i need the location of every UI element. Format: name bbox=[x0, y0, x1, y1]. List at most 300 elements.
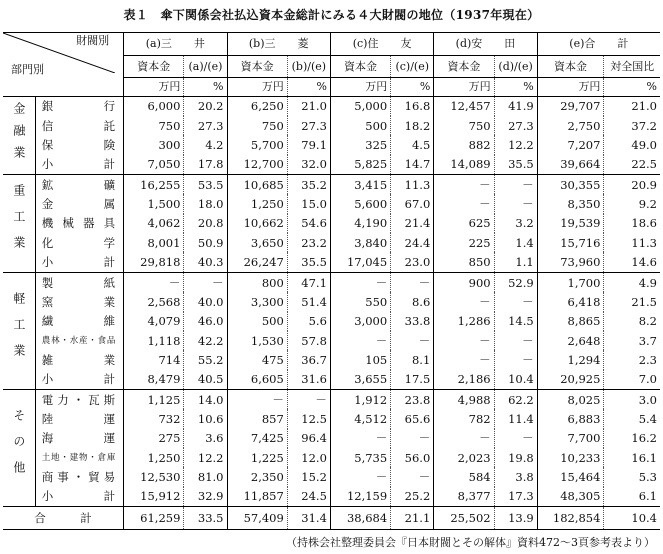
value-cell: － bbox=[330, 272, 390, 292]
value-cell: 30,355 bbox=[537, 175, 604, 195]
value-cell: 4,079 bbox=[124, 312, 184, 331]
value-cell: 7,425 bbox=[227, 429, 287, 448]
value-cell: 23.0 bbox=[391, 252, 434, 272]
value-cell: 11,857 bbox=[227, 487, 287, 507]
value-cell: 1,125 bbox=[124, 389, 184, 409]
unit-label: 万円 bbox=[330, 78, 390, 96]
value-cell: 5,825 bbox=[330, 155, 390, 175]
value-cell: 2,568 bbox=[124, 292, 184, 311]
value-cell: 57.8 bbox=[287, 331, 330, 350]
value-cell: 20.2 bbox=[184, 96, 227, 116]
value-cell: － bbox=[330, 331, 390, 350]
value-cell: 3.0 bbox=[604, 389, 660, 409]
table-row bbox=[3, 96, 660, 116]
value-cell: － bbox=[434, 292, 494, 311]
value-cell: － bbox=[227, 389, 287, 409]
row-label: 機械器具 bbox=[41, 216, 116, 231]
value-cell: 1,294 bbox=[537, 350, 604, 369]
table-row bbox=[3, 448, 660, 467]
value-cell: 3,655 bbox=[330, 370, 390, 390]
sub-header: (d)/(e) bbox=[494, 55, 537, 78]
value-cell: 10,233 bbox=[537, 448, 604, 467]
unit-label: 万円 bbox=[537, 78, 604, 96]
group-header: (b)三 菱 bbox=[227, 33, 330, 56]
row-label: 信託 bbox=[41, 118, 116, 133]
value-cell: － bbox=[494, 350, 537, 369]
unit-label: 万円 bbox=[227, 78, 287, 96]
value-cell: 48,305 bbox=[537, 487, 604, 507]
total-value: 25,502 bbox=[434, 507, 494, 530]
row-label: 銀行 bbox=[35, 96, 123, 116]
value-cell: 5,700 bbox=[227, 135, 287, 154]
value-cell: － bbox=[391, 331, 434, 350]
value-cell: 1,225 bbox=[227, 448, 287, 467]
value-cell: － bbox=[391, 272, 434, 292]
value-cell: 8.1 bbox=[391, 350, 434, 369]
value-cell: 3,650 bbox=[227, 233, 287, 252]
value-cell: 51.4 bbox=[287, 292, 330, 311]
unit-label: % bbox=[604, 78, 660, 96]
table-row bbox=[3, 389, 660, 409]
value-cell: 17,045 bbox=[330, 252, 390, 272]
value-cell: 29,818 bbox=[124, 252, 184, 272]
value-cell: 7,700 bbox=[537, 429, 604, 448]
value-cell: 750 bbox=[434, 116, 494, 135]
value-cell: 8,479 bbox=[124, 370, 184, 390]
value-cell: 850 bbox=[434, 252, 494, 272]
value-cell: 2,350 bbox=[227, 467, 287, 486]
value-cell: 4.5 bbox=[391, 135, 434, 154]
value-cell: 14.0 bbox=[184, 389, 227, 409]
value-cell: 14.7 bbox=[391, 155, 434, 175]
row-label: 小計 bbox=[41, 372, 116, 387]
value-cell: 584 bbox=[434, 467, 494, 486]
group-header: (a)三 井 bbox=[124, 33, 227, 56]
table-row bbox=[3, 331, 660, 350]
value-cell: 47.1 bbox=[287, 272, 330, 292]
value-cell: 67.0 bbox=[391, 194, 434, 213]
value-cell: 11.3 bbox=[391, 175, 434, 195]
value-cell: 225 bbox=[434, 233, 494, 252]
value-cell: 5,600 bbox=[330, 194, 390, 213]
row-label: 小計 bbox=[41, 255, 116, 270]
value-cell: 24.5 bbox=[287, 487, 330, 507]
value-cell: － bbox=[287, 389, 330, 409]
value-cell: 26,247 bbox=[227, 252, 287, 272]
value-cell: 39,664 bbox=[537, 155, 604, 175]
header-row-groups bbox=[3, 33, 660, 56]
value-cell: 40.0 bbox=[184, 292, 227, 311]
value-cell: 6,605 bbox=[227, 370, 287, 390]
value-cell: 12.0 bbox=[287, 448, 330, 467]
value-cell: 56.0 bbox=[391, 448, 434, 467]
value-cell: 6,883 bbox=[537, 409, 604, 428]
value-cell: 35.5 bbox=[494, 155, 537, 175]
value-cell: 550 bbox=[330, 292, 390, 311]
value-cell: 900 bbox=[434, 272, 494, 292]
value-cell: 52.9 bbox=[494, 272, 537, 292]
group-header: (c)住 友 bbox=[330, 33, 433, 56]
total-value: 13.9 bbox=[494, 507, 537, 530]
value-cell: 22.5 bbox=[604, 155, 660, 175]
value-cell: 25.2 bbox=[391, 487, 434, 507]
value-cell: 37.2 bbox=[604, 116, 660, 135]
value-cell: 35.2 bbox=[287, 175, 330, 195]
value-cell: － bbox=[434, 331, 494, 350]
total-value: 38,684 bbox=[330, 507, 390, 530]
row-label: 金属 bbox=[41, 197, 116, 212]
value-cell: 17.3 bbox=[494, 487, 537, 507]
row-label: 鉱礦 bbox=[35, 175, 123, 195]
row-label: 小計 bbox=[41, 157, 116, 172]
total-value: 33.5 bbox=[184, 507, 227, 530]
table-row bbox=[3, 175, 660, 195]
table-row bbox=[3, 155, 660, 175]
table-row bbox=[3, 292, 660, 311]
value-cell: 2,023 bbox=[434, 448, 494, 467]
table-row bbox=[3, 487, 660, 507]
value-cell: 31.6 bbox=[287, 370, 330, 390]
value-cell: 11.4 bbox=[494, 409, 537, 428]
section-label-text: 金融業 bbox=[11, 102, 26, 169]
table-row bbox=[3, 135, 660, 154]
value-cell: 36.7 bbox=[287, 350, 330, 369]
value-cell: 16.2 bbox=[604, 429, 660, 448]
row-label: 化学 bbox=[41, 235, 116, 250]
value-cell: 3,415 bbox=[330, 175, 390, 195]
row-label: 農林・水産・食品 bbox=[41, 335, 116, 346]
total-value: 57,409 bbox=[227, 507, 287, 530]
value-cell: 6,250 bbox=[227, 96, 287, 116]
value-cell: 10.4 bbox=[494, 370, 537, 390]
value-cell: 8.6 bbox=[391, 292, 434, 311]
header-corner bbox=[3, 33, 124, 78]
value-cell: 1,530 bbox=[227, 331, 287, 350]
value-cell: 14.6 bbox=[604, 252, 660, 272]
sub-header: 資本金 bbox=[330, 55, 390, 78]
row-label: 繊維 bbox=[41, 314, 116, 329]
value-cell: 7.0 bbox=[604, 370, 660, 390]
value-cell: 7,050 bbox=[124, 155, 184, 175]
total-label: 合 計 bbox=[3, 507, 124, 530]
value-cell: 55.2 bbox=[184, 350, 227, 369]
value-cell: 8.2 bbox=[604, 312, 660, 331]
value-cell: 9.2 bbox=[604, 194, 660, 213]
total-value: 61,259 bbox=[124, 507, 184, 530]
value-cell: 20.8 bbox=[184, 214, 227, 233]
section-label bbox=[3, 175, 35, 273]
value-cell: 5.4 bbox=[604, 409, 660, 428]
table-row bbox=[3, 350, 660, 369]
value-cell: 40.3 bbox=[184, 252, 227, 272]
value-cell: 14,089 bbox=[434, 155, 494, 175]
value-cell: 275 bbox=[124, 429, 184, 448]
row-label: 雑業 bbox=[41, 352, 116, 367]
value-cell: 3,300 bbox=[227, 292, 287, 311]
value-cell: 2,750 bbox=[537, 116, 604, 135]
sub-header: (c)/(e) bbox=[391, 55, 434, 78]
value-cell: 325 bbox=[330, 135, 390, 154]
value-cell: 4.9 bbox=[604, 272, 660, 292]
value-cell: 62.2 bbox=[494, 389, 537, 409]
sub-header: (b)/(e) bbox=[287, 55, 330, 78]
value-cell: － bbox=[330, 467, 390, 486]
value-cell: 54.6 bbox=[287, 214, 330, 233]
total-value: 21.1 bbox=[391, 507, 434, 530]
value-cell: 475 bbox=[227, 350, 287, 369]
value-cell: 8,865 bbox=[537, 312, 604, 331]
value-cell: － bbox=[434, 429, 494, 448]
unit-label: % bbox=[287, 78, 330, 96]
corner-bottom-label: 部門別 bbox=[11, 62, 44, 76]
total-row bbox=[3, 507, 660, 530]
value-cell: 500 bbox=[227, 312, 287, 331]
value-cell: 3.2 bbox=[494, 214, 537, 233]
value-cell: 2,648 bbox=[537, 331, 604, 350]
value-cell: 8,377 bbox=[434, 487, 494, 507]
table-row bbox=[3, 194, 660, 213]
value-cell: 21.5 bbox=[604, 292, 660, 311]
value-cell: 3,840 bbox=[330, 233, 390, 252]
value-cell: 17.8 bbox=[184, 155, 227, 175]
total-value: 182,854 bbox=[537, 507, 604, 530]
value-cell: 15.2 bbox=[287, 467, 330, 486]
row-label: 保険 bbox=[41, 138, 116, 153]
table-row bbox=[3, 233, 660, 252]
value-cell: 3.7 bbox=[604, 331, 660, 350]
value-cell: － bbox=[494, 429, 537, 448]
value-cell: 21.0 bbox=[604, 96, 660, 116]
value-cell: 15,912 bbox=[124, 487, 184, 507]
value-cell: 27.3 bbox=[184, 116, 227, 135]
value-cell: 29,707 bbox=[537, 96, 604, 116]
value-cell: 625 bbox=[434, 214, 494, 233]
row-label: 製紙 bbox=[35, 272, 123, 292]
value-cell: 8,001 bbox=[124, 233, 184, 252]
value-cell: 12,457 bbox=[434, 96, 494, 116]
value-cell: 73,960 bbox=[537, 252, 604, 272]
value-cell: 732 bbox=[124, 409, 184, 428]
value-cell: 42.2 bbox=[184, 331, 227, 350]
value-cell: 782 bbox=[434, 409, 494, 428]
value-cell: 81.0 bbox=[184, 467, 227, 486]
value-cell: 17.5 bbox=[391, 370, 434, 390]
sub-header: 資本金 bbox=[227, 55, 287, 78]
value-cell: 8,025 bbox=[537, 389, 604, 409]
value-cell: 7,207 bbox=[537, 135, 604, 154]
value-cell: 714 bbox=[124, 350, 184, 369]
value-cell: － bbox=[391, 467, 434, 486]
value-cell: 35.5 bbox=[287, 252, 330, 272]
value-cell: 2,186 bbox=[434, 370, 494, 390]
table-row bbox=[3, 370, 660, 390]
value-cell: 4,190 bbox=[330, 214, 390, 233]
table-row bbox=[3, 116, 660, 135]
value-cell: 4,062 bbox=[124, 214, 184, 233]
value-cell: 3.8 bbox=[494, 467, 537, 486]
value-cell: － bbox=[494, 194, 537, 213]
source-note: （持株会社整理委員会『日本財閥とその解体』資料472～3頁参考表より） bbox=[286, 536, 655, 549]
unit-label: 万円 bbox=[124, 78, 184, 96]
section-label bbox=[3, 96, 35, 174]
row-label: 商事・貿易 bbox=[41, 469, 116, 484]
total-value: 31.4 bbox=[287, 507, 330, 530]
value-cell: 300 bbox=[124, 135, 184, 154]
row-label: 土地・建物・倉庫 bbox=[41, 452, 116, 463]
table-row bbox=[3, 214, 660, 233]
value-cell: 12.2 bbox=[184, 448, 227, 467]
value-cell: 96.4 bbox=[287, 429, 330, 448]
value-cell: 1,286 bbox=[434, 312, 494, 331]
value-cell: 12.2 bbox=[494, 135, 537, 154]
section-label-text: その他 bbox=[11, 409, 26, 487]
value-cell: 27.3 bbox=[287, 116, 330, 135]
value-cell: 1,250 bbox=[124, 448, 184, 467]
value-cell: 46.0 bbox=[184, 312, 227, 331]
value-cell: － bbox=[391, 429, 434, 448]
sub-header: (a)/(e) bbox=[184, 55, 227, 78]
sub-header: 資本金 bbox=[434, 55, 494, 78]
value-cell: 2.3 bbox=[604, 350, 660, 369]
section-label-text: 軽工業 bbox=[11, 291, 26, 370]
unit-label: 万円 bbox=[434, 78, 494, 96]
group-header: (e)合 計 bbox=[537, 33, 660, 56]
value-cell: 32.9 bbox=[184, 487, 227, 507]
value-cell: 750 bbox=[227, 116, 287, 135]
value-cell: 16,255 bbox=[124, 175, 184, 195]
value-cell: － bbox=[434, 350, 494, 369]
value-cell: 750 bbox=[124, 116, 184, 135]
value-cell: 15,716 bbox=[537, 233, 604, 252]
value-cell: 1.4 bbox=[494, 233, 537, 252]
value-cell: 1.1 bbox=[494, 252, 537, 272]
table-row bbox=[3, 312, 660, 331]
value-cell: 4.2 bbox=[184, 135, 227, 154]
table-row bbox=[3, 429, 660, 448]
unit-label: % bbox=[494, 78, 537, 96]
value-cell: 20.9 bbox=[604, 175, 660, 195]
table-row bbox=[3, 252, 660, 272]
value-cell: 16.8 bbox=[391, 96, 434, 116]
value-cell: 27.3 bbox=[494, 116, 537, 135]
value-cell: 33.8 bbox=[391, 312, 434, 331]
sub-header: 対全国比 bbox=[604, 55, 660, 78]
value-cell: 3,000 bbox=[330, 312, 390, 331]
value-cell: 4,988 bbox=[434, 389, 494, 409]
value-cell: 12,530 bbox=[124, 467, 184, 486]
value-cell: 40.5 bbox=[184, 370, 227, 390]
value-cell: 24.4 bbox=[391, 233, 434, 252]
unit-label: % bbox=[184, 78, 227, 96]
zaibatsu-capital-table bbox=[3, 32, 660, 530]
value-cell: 19,539 bbox=[537, 214, 604, 233]
value-cell: 6,418 bbox=[537, 292, 604, 311]
units-spacer bbox=[3, 78, 124, 96]
total-value: 10.4 bbox=[604, 507, 660, 530]
value-cell: 5,000 bbox=[330, 96, 390, 116]
value-cell: － bbox=[184, 272, 227, 292]
section-label-text: 重工業 bbox=[11, 184, 26, 263]
value-cell: 49.0 bbox=[604, 135, 660, 154]
value-cell: 12.5 bbox=[287, 409, 330, 428]
units-row bbox=[3, 78, 660, 96]
value-cell: 32.0 bbox=[287, 155, 330, 175]
value-cell: 18.2 bbox=[391, 116, 434, 135]
value-cell: 14.5 bbox=[494, 312, 537, 331]
sub-header: 資本金 bbox=[537, 55, 604, 78]
value-cell: 1,118 bbox=[124, 331, 184, 350]
row-label: 小計 bbox=[41, 489, 116, 504]
value-cell: 65.6 bbox=[391, 409, 434, 428]
value-cell: － bbox=[434, 194, 494, 213]
value-cell: 15,464 bbox=[537, 467, 604, 486]
value-cell: － bbox=[494, 175, 537, 195]
value-cell: 1,912 bbox=[330, 389, 390, 409]
table-row bbox=[3, 409, 660, 428]
row-label: 海運 bbox=[41, 431, 116, 446]
value-cell: 21.4 bbox=[391, 214, 434, 233]
value-cell: 8,350 bbox=[537, 194, 604, 213]
value-cell: 6.1 bbox=[604, 487, 660, 507]
value-cell: 18.6 bbox=[604, 214, 660, 233]
value-cell: 12,700 bbox=[227, 155, 287, 175]
value-cell: － bbox=[434, 175, 494, 195]
row-label: 陸運 bbox=[41, 412, 116, 426]
value-cell: 21.0 bbox=[287, 96, 330, 116]
value-cell: － bbox=[330, 429, 390, 448]
value-cell: 5.6 bbox=[287, 312, 330, 331]
value-cell: 857 bbox=[227, 409, 287, 428]
value-cell: 23.8 bbox=[391, 389, 434, 409]
value-cell: 5.3 bbox=[604, 467, 660, 486]
value-cell: － bbox=[494, 331, 537, 350]
value-cell: 12,159 bbox=[330, 487, 390, 507]
row-label: 電力・瓦斯 bbox=[35, 389, 123, 409]
value-cell: 16.1 bbox=[604, 448, 660, 467]
unit-label: % bbox=[391, 78, 434, 96]
value-cell: 5,735 bbox=[330, 448, 390, 467]
group-header: (d)安 田 bbox=[434, 33, 537, 56]
value-cell: 10,662 bbox=[227, 214, 287, 233]
corner-top-label: 財閥別 bbox=[76, 34, 110, 47]
value-cell: 3.6 bbox=[184, 429, 227, 448]
table-row bbox=[3, 272, 660, 292]
value-cell: 4,512 bbox=[330, 409, 390, 428]
table-title: 表１ 傘下関係会社払込資本金総計にみる４大財閥の地位（1937年現在） bbox=[123, 8, 540, 22]
value-cell: － bbox=[124, 272, 184, 292]
value-cell: 23.2 bbox=[287, 233, 330, 252]
value-cell: 10,685 bbox=[227, 175, 287, 195]
value-cell: 41.9 bbox=[494, 96, 537, 116]
value-cell: 15.0 bbox=[287, 194, 330, 213]
table-row bbox=[3, 467, 660, 486]
value-cell: 800 bbox=[227, 272, 287, 292]
sub-header: 資本金 bbox=[124, 55, 184, 78]
value-cell: 19.8 bbox=[494, 448, 537, 467]
value-cell: 20,925 bbox=[537, 370, 604, 390]
value-cell: 1,500 bbox=[124, 194, 184, 213]
row-label: 窯業 bbox=[41, 294, 116, 309]
value-cell: 11.3 bbox=[604, 233, 660, 252]
value-cell: 79.1 bbox=[287, 135, 330, 154]
value-cell: － bbox=[494, 292, 537, 311]
value-cell: 6,000 bbox=[124, 96, 184, 116]
value-cell: 50.9 bbox=[184, 233, 227, 252]
value-cell: 105 bbox=[330, 350, 390, 369]
value-cell: 1,700 bbox=[537, 272, 604, 292]
section-label bbox=[3, 272, 35, 389]
value-cell: 882 bbox=[434, 135, 494, 154]
